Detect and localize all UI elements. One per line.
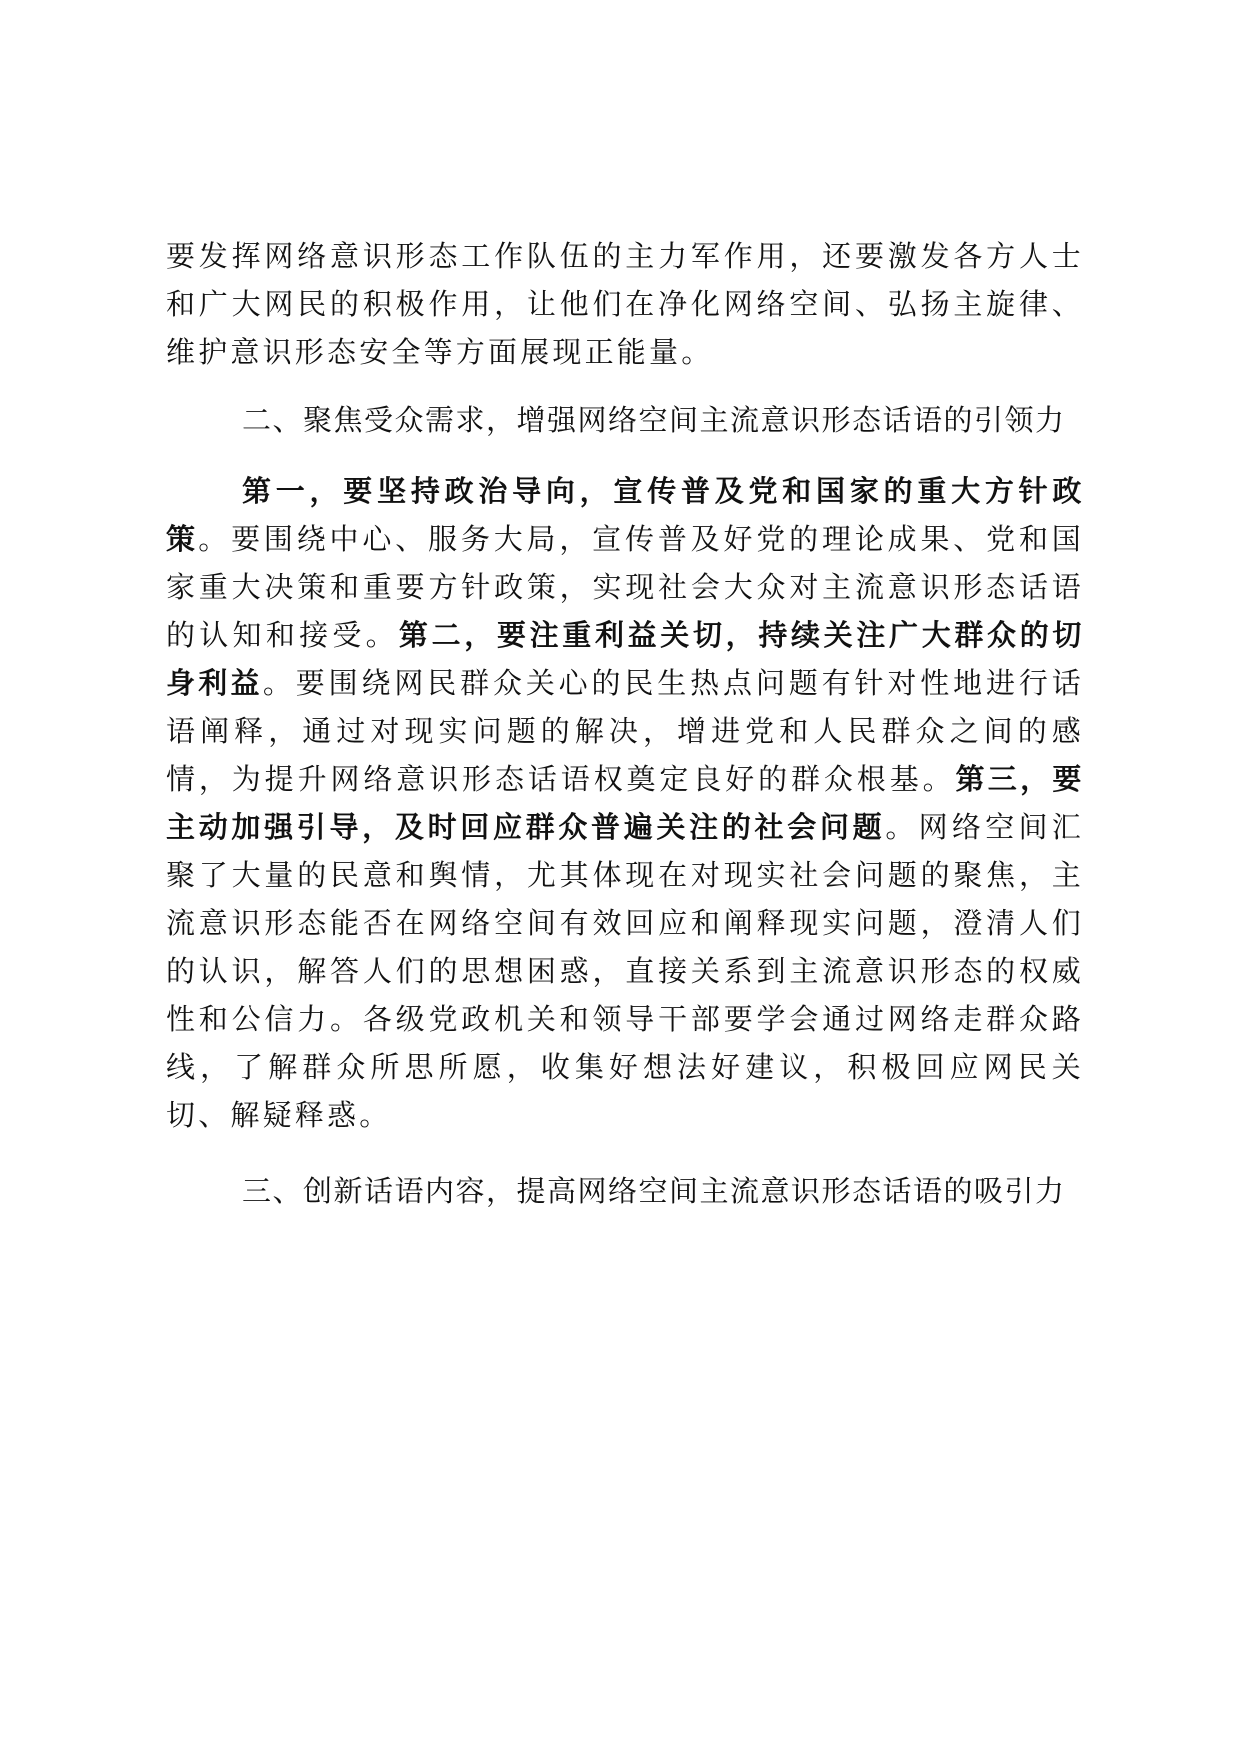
point-three-text: 。网络空间汇聚了大量的民意和舆情，尤其体现在对现实社会问题的聚焦，主流意识形态能否在网络空间有效回应和阐释现实问题，澄清人们的认识，解答人们的思想困惑，直接关系到主流意识形态的权威性和公信力。各级党政机关和领导干部要学会通过网络走群众路线，了解群众所思所愿，收集好想法好建议，积极回应网民关切、解疑释惑。	[166, 810, 1085, 1132]
paragraph-continuation: 要发挥网络意识形态工作队伍的主力军作用，还要激发各方人士和广大网民的积极作用，让他们在净化网络空间、弘扬主旋律、维护意识形态安全等方面展现正能量。	[166, 239, 1084, 369]
section-heading-3: 三、创新话语内容，提高网络空间主流意识形态话语的吸引力	[242, 1174, 1066, 1208]
paragraph-section-2	[166, 467, 1084, 1139]
point-one-text: 。要围绕中心、服务大局，宣传普及好党的理论成果、党和国家重大决策和重要方针政策，实现社会大众对主流意识形态话语的认知和接受。	[166, 522, 1084, 652]
point-three-bold: 第三，要主动加强引导，及时回应群众普遍关注的社会问题	[166, 762, 1084, 844]
point-two-bold: 第二，要注重利益关切，持续关注广大群众的切身利益	[166, 618, 1084, 700]
section-heading-2: 二、聚焦受众需求，增强网络空间主流意识形态话语的引领力	[242, 403, 1066, 437]
document-page	[166, 232, 1084, 1224]
point-two-text: 。要围绕网民群众关心的民生热点问题有针对性地进行话语阐释，通过对现实问题的解决，增进党和人民群众之间的感情，为提升网络意识形态话语权奠定良好的群众根基。	[166, 666, 1084, 796]
point-one-bold: 第一，要坚持政治导向，宣传普及党和国家的重大方针政策	[166, 474, 1084, 556]
